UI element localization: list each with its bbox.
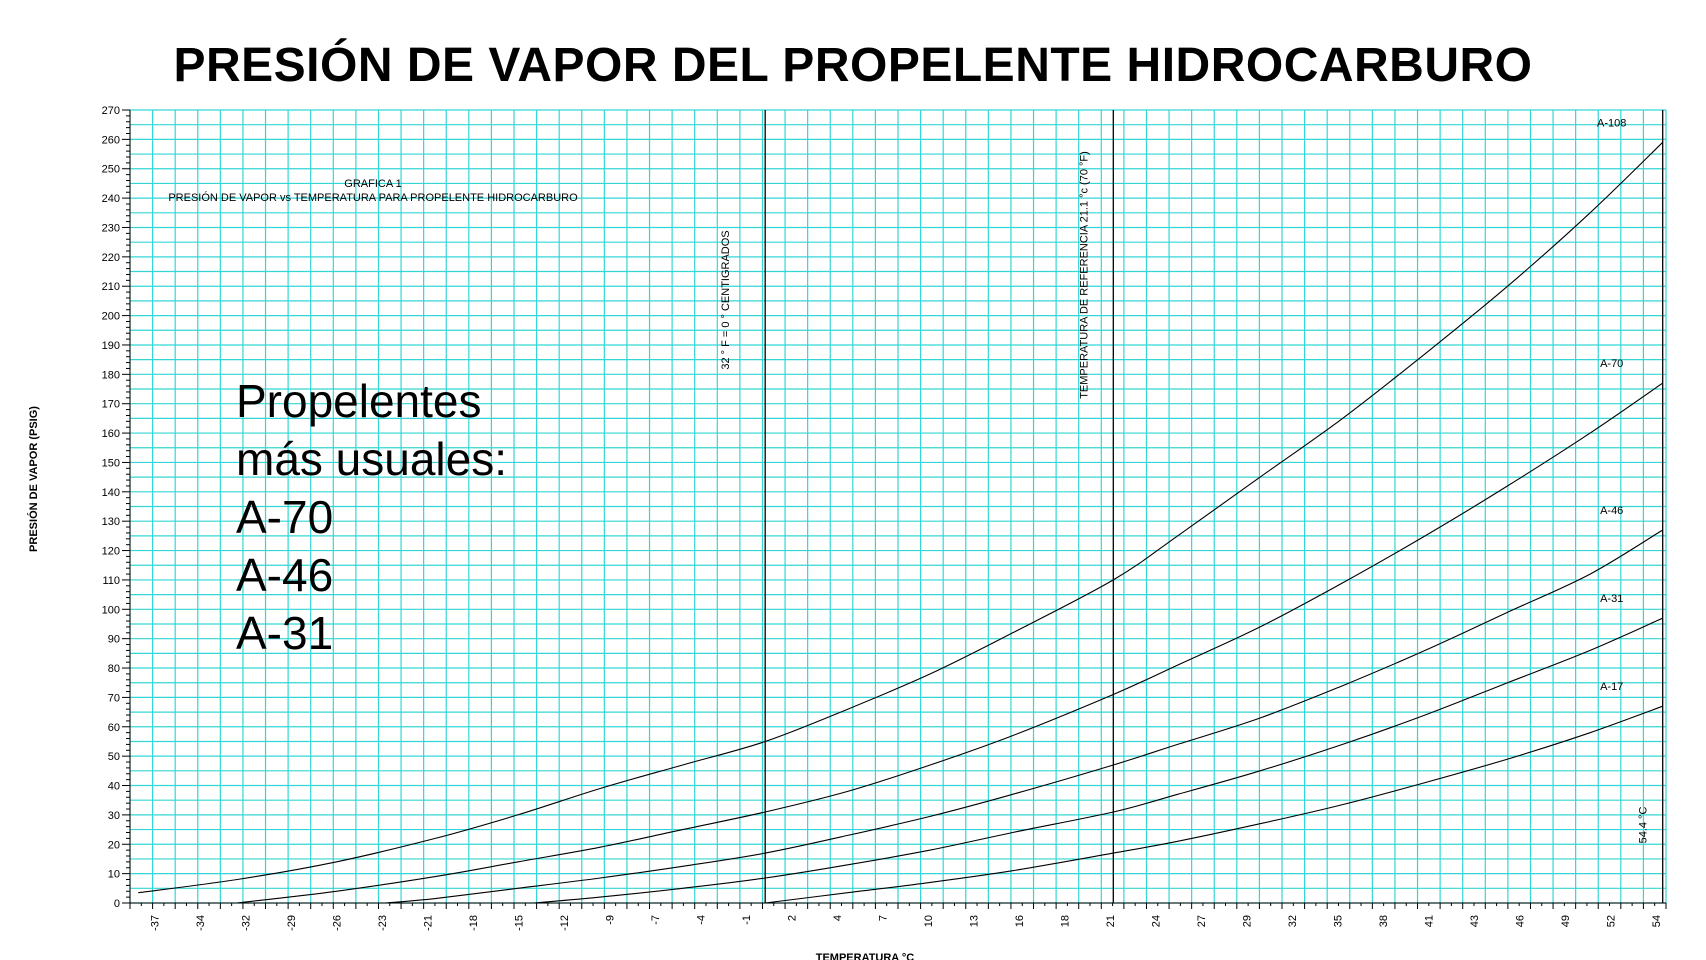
- series-label: A-46: [1600, 504, 1624, 517]
- x-tick-label: 7: [877, 915, 890, 922]
- x-tick-label: 32: [1287, 915, 1300, 928]
- series-line-a-46: [386, 530, 1663, 903]
- x-tick-label: -1: [741, 915, 754, 925]
- x-tick-label: 13: [968, 915, 981, 928]
- y-axis-title: PRESIÓN DE VAPOR (PSIG): [28, 406, 40, 552]
- y-tick-label: 260: [101, 134, 120, 147]
- x-tick-label: -18: [468, 915, 481, 931]
- y-tick-label: 160: [101, 428, 120, 441]
- reference-line-label: 32 ° F = 0 ° CENTIGRADOS: [720, 230, 733, 370]
- y-tick-label: 210: [101, 281, 120, 294]
- x-tick-label: 24: [1150, 915, 1163, 928]
- x-tick-label: -21: [422, 915, 435, 931]
- x-tick-label: -23: [377, 915, 390, 931]
- x-tick-label: 54: [1651, 915, 1664, 928]
- x-tick-label: -9: [604, 915, 617, 925]
- x-tick-label: 21: [1105, 915, 1118, 928]
- y-tick-label: 220: [101, 251, 120, 264]
- x-tick-label: 46: [1514, 915, 1527, 928]
- y-tick-label: 170: [101, 398, 120, 411]
- x-tick-label: -7: [650, 915, 663, 925]
- x-tick-label: -12: [559, 915, 572, 931]
- x-tick-label: 16: [1014, 915, 1027, 928]
- series-label: A-70: [1600, 358, 1624, 371]
- x-tick-label: 38: [1378, 915, 1391, 928]
- chart-labels: [1597, 117, 1626, 693]
- x-tick-label: -29: [286, 915, 299, 931]
- y-tick-label: 190: [101, 339, 120, 352]
- y-tick-label: 230: [101, 222, 120, 235]
- x-tick-label: 18: [1059, 915, 1072, 928]
- x-tick-label: 49: [1560, 915, 1573, 928]
- y-tick-label: 90: [107, 633, 120, 646]
- page-title: PRESIÓN DE VAPOR DEL PROPELENTE HIDROCARBURO: [173, 39, 1533, 92]
- y-tick-label: 240: [101, 193, 120, 206]
- y-tick-label: 40: [107, 780, 120, 793]
- y-tick-label: 270: [101, 105, 120, 117]
- reference-line-label: TEMPERATURA DE REFERENCIA 21.1 °c (70 °F): [1078, 151, 1091, 399]
- series-label: A-17: [1600, 681, 1624, 694]
- x-tick-label: 27: [1196, 915, 1209, 928]
- note-line: A-31: [236, 607, 334, 659]
- y-tick-label: 150: [101, 457, 120, 470]
- x-tick-label: -15: [513, 915, 526, 931]
- chart-caption-line2: PRESIÓN DE VAPOR vs TEMPERATURA PARA PROPELENTE HIDROCARBURO: [168, 192, 578, 204]
- y-tick-label: 0: [113, 898, 120, 910]
- y-tick-label: 30: [107, 809, 120, 822]
- y-tick-label: 100: [101, 604, 120, 617]
- y-tick-label: 20: [107, 839, 120, 852]
- x-tick-label: -34: [195, 915, 208, 931]
- note-line: A-70: [236, 491, 334, 543]
- x-tick-label: -26: [331, 915, 344, 931]
- y-tick-label: 10: [107, 868, 120, 881]
- x-tick-label: -37: [149, 915, 162, 931]
- x-axis-title: TEMPERATURA °C: [815, 952, 915, 960]
- x-tick-label: 29: [1241, 915, 1254, 928]
- series-line-a-31: [534, 618, 1663, 903]
- y-tick-label: 80: [107, 663, 120, 676]
- y-tick-label: 130: [101, 516, 120, 529]
- x-tick-label: 4: [832, 915, 845, 922]
- y-tick-label: 60: [107, 721, 120, 734]
- x-tick-label: 41: [1423, 915, 1436, 928]
- note-line: A-46: [236, 549, 334, 601]
- reference-line-label: 54.4 °C: [1637, 806, 1650, 844]
- chart-caption-line1: GRAFICA 1: [344, 178, 402, 190]
- x-tick-label: -4: [695, 915, 708, 925]
- y-tick-label: 180: [101, 369, 120, 382]
- y-tick-label: 110: [102, 574, 120, 587]
- x-tick-label: 43: [1469, 915, 1482, 928]
- y-tick-label: 250: [101, 163, 120, 176]
- y-tick-label: 200: [101, 310, 120, 323]
- propellant-note: [236, 372, 507, 662]
- y-tick-label: 140: [101, 486, 120, 499]
- y-tick-label: 50: [107, 751, 120, 764]
- note-line: Propelentes: [236, 375, 482, 427]
- x-tick-label: 2: [786, 915, 799, 922]
- note-line: más usuales:: [236, 433, 508, 485]
- series-label: A-108: [1597, 117, 1627, 130]
- x-tick-label: 35: [1332, 915, 1345, 928]
- x-tick-label: -32: [240, 915, 253, 931]
- x-tick-label: 52: [1605, 915, 1618, 928]
- y-tick-label: 120: [101, 545, 120, 558]
- x-tick-label: 10: [923, 915, 936, 928]
- y-tick-label: 70: [107, 692, 120, 705]
- series-label: A-31: [1600, 593, 1624, 606]
